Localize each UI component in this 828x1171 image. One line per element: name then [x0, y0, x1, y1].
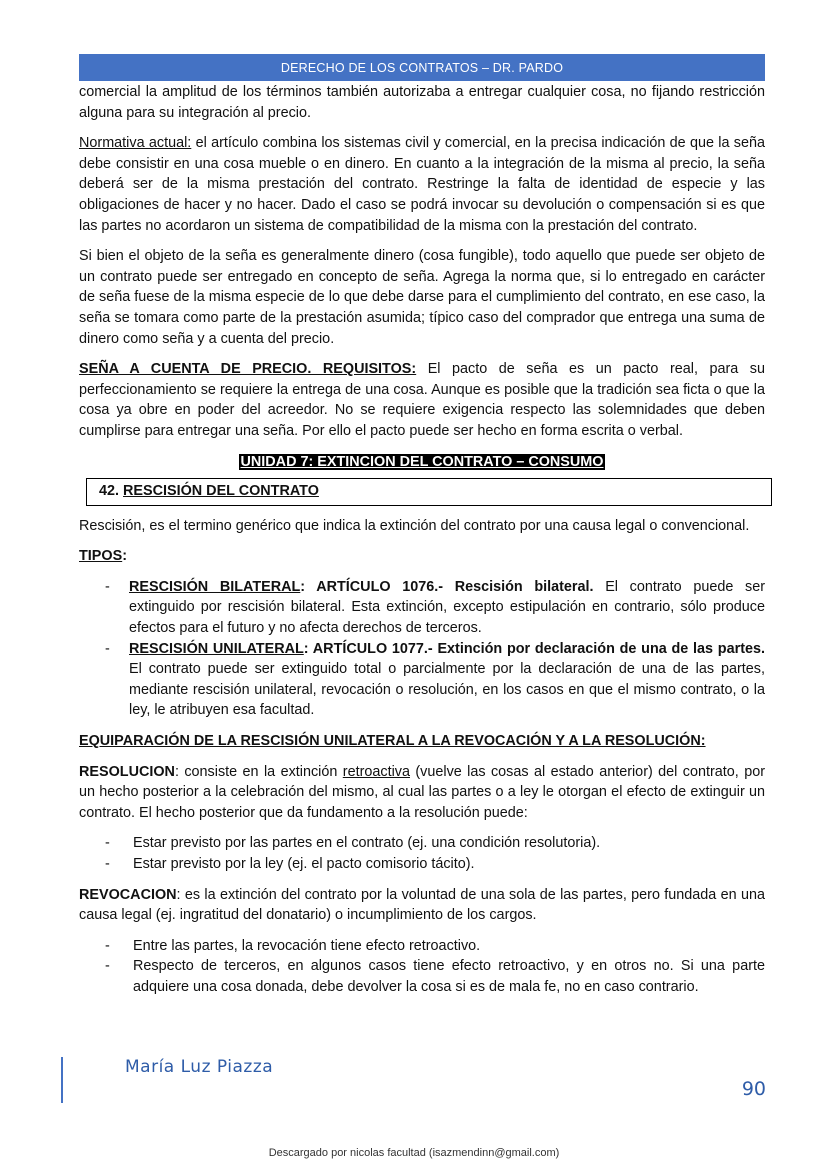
tipos-heading	[79, 546, 765, 567]
list-item: - Estar previsto por las partes en el contrato (ej. una condición resolutoria).	[79, 833, 765, 854]
paragraph-resolucion	[79, 762, 765, 824]
paragraph-objeto-sena: Si bien el objeto de la seña es generalmente dinero (cosa fungible), todo aquello que puede ser objeto de un contrato puede ser entregado en concepto de seña. Agrega la norma que, si lo entregado en carácter de seña fuese de la misma especie de lo que debe darse para el cumplimiento del contrato, en ese caso, la seña se tomara como parte de la prestación asumida; típico caso del comprador que entrega una suma de dinero como seña y a cuenta del precio.	[79, 248, 765, 347]
list-item: - Estar previsto por la ley (ej. el pacto comisorio tácito).	[79, 854, 765, 875]
resolucion-text-2: (vuelve las cosas al estado anterior) del contrato, por un hecho posterior a la celebración del mismo, al cual las partes o a ley le otorgan el efecto de extinguir un contrato. El hecho posterior que da fundamento a la resolución puede:	[79, 763, 765, 821]
section-number: 42.	[99, 483, 124, 500]
tipo-term: RESCISIÓN UNILATERAL	[129, 640, 304, 657]
header-title: DERECHO DE LOS CONTRATOS – DR. PARDO	[280, 60, 564, 75]
tipo-text: El contrato puede ser extinguido por rescisión bilateral. Esta extinción, excepto estipulación en contrario, sólo produce efectos para el futuro y no afecta derechos de terceros.	[129, 578, 765, 637]
requisitos-label: SEÑA A CUENTA DE PRECIO. REQUISITOS:	[79, 361, 417, 378]
revocacion-text: : es la extinción del contrato por la voluntad de una sola de las partes, pero fundada en una causa legal (ej. ingratitud del donatario) o incumplimiento de los cargos.	[79, 886, 765, 924]
resolucion-text-1: : consiste en la extinción	[174, 763, 343, 780]
revocacion-list	[79, 936, 765, 998]
resolucion-label: RESOLUCION	[79, 763, 175, 780]
list-item	[79, 577, 765, 639]
download-notice: Descargado por nicolas facultad (isazmendinn@gmail.com)	[268, 1147, 560, 1159]
page-number: 90	[741, 1078, 766, 1100]
tipos-list	[79, 577, 765, 721]
normativa-label: Normativa actual:	[79, 135, 192, 152]
list-item	[79, 639, 765, 721]
resolucion-retroactiva: retroactiva	[342, 763, 410, 780]
tipo-text: El contrato puede ser extinguido total o parcialmente por la declaración de una de las partes, mediante rescisión unilateral, revocación o resolución, en los casos en que el mismo contrato, o la ley, le atribuyen esa facultad.	[129, 661, 765, 719]
normativa-text: el artículo combina los sistemas civil y comercial, en la precisa indicación de que la seña debe consistir en una cosa mueble o en dinero. En cuanto a la integración de la misma al precio, la seña deberá ser de la misma prestación del contrato. Restringe la falta de identidad de especie y las obligaciones de hacer y no hacer. Dado el caso se podrá invocar su devolución o compensación si es que las partes no acordaron un sistema de compatibilidad de la misma con la prestación del contrato.	[79, 135, 765, 234]
paragraph-revocacion	[79, 885, 765, 926]
paragraph-normativa	[79, 133, 765, 236]
document-body	[79, 82, 765, 1008]
paragraph-requisitos	[79, 359, 765, 441]
paragraph-rescision: Rescisión, es el termino genérico que indica la extinción del contrato por una causa legal o convencional.	[79, 517, 750, 534]
section-title: RESCISIÓN DEL CONTRATO	[123, 483, 319, 500]
tipo-article: : ARTÍCULO 1077.- Extinción por declaración de una de las partes.	[303, 640, 765, 657]
resolucion-list	[79, 833, 765, 874]
tipos-colon: :	[122, 548, 127, 565]
tipo-term: RESCISIÓN BILATERAL	[129, 578, 301, 595]
tipos-label: TIPOS	[79, 548, 123, 565]
page-header	[79, 54, 765, 81]
requisitos-text: El pacto de seña es un pacto real, para su perfeccionamiento se requiere la entrega de una cosa. Aunque es posible que la tradición sea ficta o que la cosa ya obre en poder del acreedor. No se requiere exigencia respecto las solemnidades que deben cumplirse para entregar una seña. Por ello el pacto puede ser hecho en forma escrita o verbal.	[79, 361, 765, 439]
unit-heading	[79, 452, 765, 473]
list-item: - Entre las partes, la revocación tiene efecto retroactivo.	[79, 936, 765, 957]
list-item: - Respecto de terceros, en algunos casos tiene efecto retroactivo, y en otros no. Si una parte adquiere una cosa donada, debe devolver la cosa si es de mala fe, no en caso contrario.	[79, 956, 765, 997]
footer-divider	[61, 1057, 63, 1103]
tipo-article: : ARTÍCULO 1076.- Rescisión bilateral.	[300, 578, 594, 595]
revocacion-label: REVOCACION	[79, 886, 177, 903]
unit-title: UNIDAD 7: EXTINCION DEL CONTRATO – CONSUMO	[240, 453, 604, 470]
author-name: María Luz Piazza	[125, 1057, 274, 1077]
section-box	[86, 478, 772, 506]
paragraph-continuation: comercial la amplitud de los términos también autorizaba a entregar cualquier cosa, no fijando restricción alguna para su integración al precio.	[79, 84, 765, 121]
equiparacion-title: EQUIPARACIÓN DE LA RESCISIÓN UNILATERAL A LA REVOCACIÓN Y A LA RESOLUCIÓN:	[79, 733, 706, 750]
equiparacion-heading	[79, 731, 765, 752]
